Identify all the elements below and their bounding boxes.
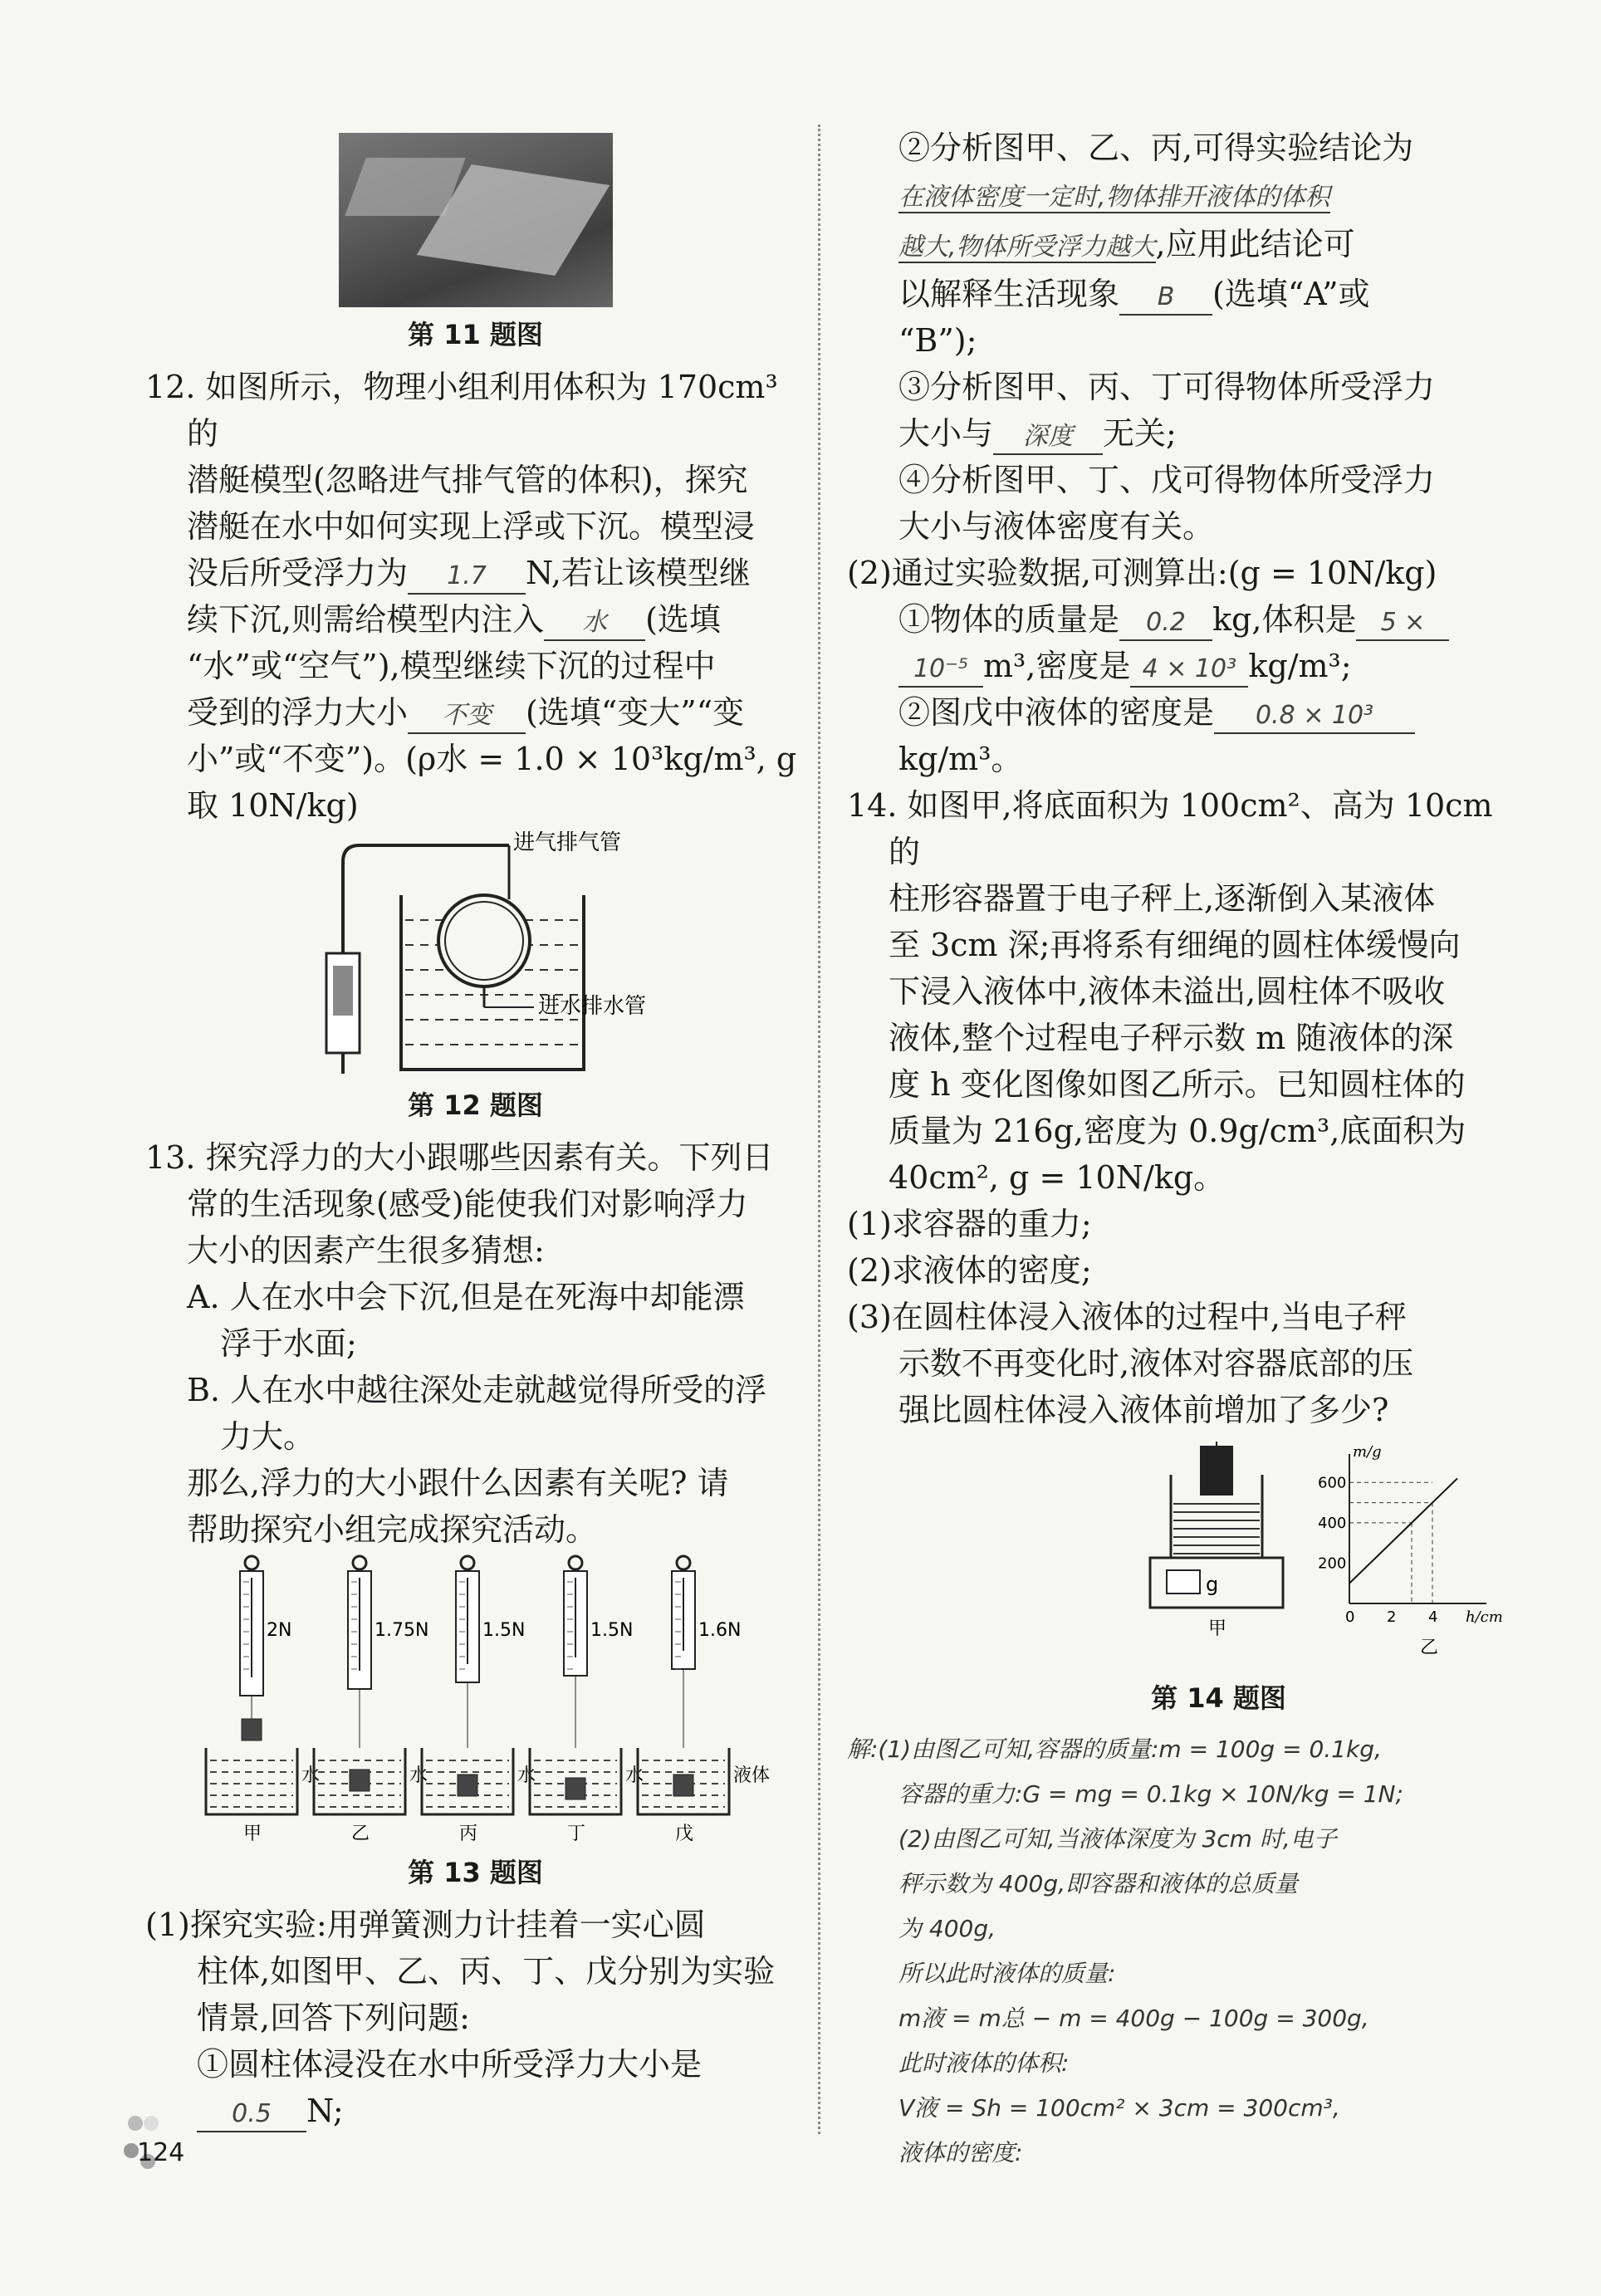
q12-text: (选填 bbox=[645, 601, 721, 638]
aircraft-carrier-photo bbox=[339, 133, 613, 307]
q13-option-a: 浮于水面; bbox=[220, 1325, 357, 1362]
q13-answer-depth: 深度 bbox=[993, 420, 1103, 455]
q12-line: 潜艇在水中如何实现上浮或下沉。模型浸 bbox=[187, 508, 756, 545]
q13-s1: ①圆柱体浸没在水中所受浮力大小是 bbox=[197, 2046, 703, 2083]
q14-sub: (2)求液体的密度; bbox=[847, 1252, 1092, 1289]
q13-text: 以解释生活现象 bbox=[898, 276, 1120, 312]
q12-text: N,若让该模型继 bbox=[526, 555, 751, 591]
liquid-lines bbox=[1173, 1504, 1260, 1554]
q12-text: (选填“变大”“变 bbox=[526, 694, 745, 731]
scale-unit: g bbox=[1206, 1573, 1219, 1596]
solution-line: 所以此时液体的质量: bbox=[898, 1960, 1116, 1987]
q13-s4: 大小与液体密度有关。 bbox=[898, 508, 1215, 545]
q14-line: 40cm², g = 10N/kg。 bbox=[889, 1159, 1226, 1196]
q13-text: (选填“A”或 bbox=[1212, 276, 1370, 312]
q13-part1: 情景,回答下列问题: bbox=[197, 2000, 470, 2036]
scale-reading: 1.75N bbox=[374, 1620, 428, 1641]
q13-s4: ④分析图甲、丁、戊可得物体所受浮力 bbox=[898, 462, 1436, 498]
q13-answer-volume: 5 × bbox=[1356, 606, 1449, 641]
label-water-tube: 进水排水管 bbox=[537, 994, 646, 1019]
cylinder-block bbox=[673, 1775, 693, 1796]
q13-line: 常的生活现象(感受)能使我们对影响浮力 bbox=[187, 1186, 748, 1222]
q13-volume-line bbox=[847, 643, 1515, 689]
fig11-caption: 第 11 题图 bbox=[408, 319, 543, 350]
beaker bbox=[206, 1748, 297, 1814]
q13-option-a: A. 人在水中会下沉,但是在死海中却能漂 bbox=[187, 1279, 745, 1315]
q13-text: kg/m³; bbox=[1248, 648, 1352, 684]
scale-reading: 2N bbox=[266, 1620, 291, 1641]
q12-line: 潜艇模型(忽略进气排气管的体积)，探究 bbox=[187, 462, 748, 498]
cylinder-block bbox=[458, 1775, 477, 1796]
q12-line: 取 10N/kg) bbox=[187, 787, 359, 824]
q12-line bbox=[145, 596, 805, 643]
q12-answer-buoyancy: 1.7 bbox=[408, 560, 526, 595]
q14-line: 柱形容器置于电子秤上,逐渐倒入某液体 bbox=[889, 880, 1436, 917]
q13-line: 帮助探究小组完成探究活动。 bbox=[187, 1511, 598, 1548]
solution-line: V液 = Sh = 100cm² × 3cm = 300cm³, bbox=[898, 2094, 1340, 2122]
q13-answer-phenomenon: B bbox=[1119, 281, 1212, 316]
setup-label: 甲 bbox=[242, 1824, 262, 1844]
solution-line: 容器的重力:G = mg = 0.1kg × 10N/kg = 1N; bbox=[898, 1780, 1403, 1808]
y-tick-label: 600 bbox=[1318, 1474, 1347, 1492]
q13-text: kg,体积是 bbox=[1212, 601, 1357, 638]
cylinder-block bbox=[565, 1778, 585, 1799]
q13-s3: ③分析图甲、丙、丁可得物体所受浮力 bbox=[898, 369, 1436, 405]
left-column bbox=[145, 125, 805, 2134]
scale-ring bbox=[677, 1556, 690, 1569]
scale-ring bbox=[461, 1556, 474, 1569]
q13-unit: N; bbox=[306, 2093, 344, 2129]
scale-reading: 1.5N bbox=[590, 1620, 633, 1641]
solution-line: m液 = m总 − m = 400g − 100g = 300g, bbox=[898, 2005, 1369, 2032]
cylinder bbox=[1200, 1446, 1233, 1496]
q13-text: 无关; bbox=[1103, 415, 1177, 452]
q12-line: 小”或“不变”)。(ρ水 = 1.0 × 10³kg/m³, g bbox=[187, 741, 797, 777]
q14-sub: (3)在圆柱体浸入液体的过程中,当电子秤 bbox=[847, 1299, 1407, 1335]
cylinder-block bbox=[350, 1770, 370, 1791]
q12-line bbox=[145, 689, 805, 736]
q14-sub: (1)求容器的重力; bbox=[847, 1206, 1092, 1242]
liquid-label: 液体 bbox=[732, 1765, 770, 1786]
q14-line: 质量为 216g,密度为 0.9g/cm³,底面积为 bbox=[889, 1113, 1466, 1149]
mass-depth-chart bbox=[1312, 1442, 1511, 1657]
submarine-model-diagram bbox=[260, 829, 692, 1078]
scale-ring bbox=[353, 1556, 366, 1569]
container-on-scale-diagram bbox=[1138, 1442, 1337, 1639]
liquid-label: 水 bbox=[624, 1765, 644, 1786]
setup-label: 丙 bbox=[458, 1824, 477, 1844]
q13-s2-b bbox=[847, 271, 1515, 317]
cylinder-block bbox=[242, 1719, 262, 1740]
x-axis-label: h/cm bbox=[1466, 1608, 1503, 1626]
q13-option-b: 力大。 bbox=[220, 1418, 316, 1455]
q12-answer-fill: 水 bbox=[544, 606, 645, 641]
q14-line: 至 3cm 深;再将系有细绳的圆柱体缓慢向 bbox=[889, 927, 1461, 963]
q12-line: 12. 如图所示，物理小组利用体积为 170cm³ 的 bbox=[145, 369, 778, 452]
submarine-sphere bbox=[438, 895, 530, 986]
q13-text: m³,密度是 bbox=[983, 648, 1131, 684]
solution-line: (2)由图乙可知,当液体深度为 3cm 时,电子 bbox=[898, 1825, 1337, 1853]
q13-unit-line: kg/m³。 bbox=[898, 741, 1023, 777]
q12-answer-change: 不变 bbox=[408, 699, 526, 734]
q13-s3 bbox=[847, 410, 1515, 457]
q12-text: 受到的浮力大小 bbox=[187, 694, 409, 731]
solution-line: 液体的密度: bbox=[898, 2139, 1023, 2166]
q12-line: “水”或“空气”),模型继续下沉的过程中 bbox=[187, 648, 716, 684]
q13-text: 大小与 bbox=[898, 415, 994, 452]
q13-text: ②图戊中液体的密度是 bbox=[898, 694, 1215, 731]
q14-line: 液体,整个过程电子秤示数 m 随液体的深 bbox=[889, 1020, 1454, 1056]
q13-s2: ②分析图甲、乙、丙,可得实验结论为 bbox=[898, 130, 1414, 166]
label-air-tube: 进气排气管 bbox=[512, 830, 621, 855]
setup-label: 戊 bbox=[674, 1824, 693, 1844]
q13-line: 13. 探究浮力的大小跟哪些因素有关。下列日 bbox=[145, 1139, 774, 1176]
y-tick-label: 200 bbox=[1318, 1554, 1347, 1573]
fig13-caption: 第 13 题图 bbox=[408, 1857, 543, 1888]
q13-mass-line bbox=[847, 596, 1515, 643]
syringe-fill bbox=[333, 966, 353, 1016]
q13-text: ,应用此结论可 bbox=[1155, 226, 1355, 262]
spring-scale-setup bbox=[210, 1553, 644, 1844]
q14-line: 14. 如图甲,将底面积为 100cm²、高为 10cm 的 bbox=[847, 787, 1493, 870]
liquid-label: 水 bbox=[517, 1765, 536, 1786]
liquid-label: 水 bbox=[301, 1765, 320, 1786]
q13-s2-c: “B”); bbox=[898, 322, 977, 359]
q13-answer-conclusion: 越大,物体所受浮力越大 bbox=[898, 233, 1156, 262]
page-number: 124 bbox=[137, 2138, 185, 2167]
q14-sub: 示数不再变化时,液体对容器底部的压 bbox=[898, 1345, 1414, 1382]
y-axis-label: m/g bbox=[1353, 1443, 1382, 1461]
q13-liquid-density-line bbox=[847, 689, 1515, 736]
q13-part2: (2)通过实验数据,可测算出:(g = 10N/kg) bbox=[847, 555, 1437, 591]
q12-text: 续下沉,则需给模型内注入 bbox=[187, 601, 545, 638]
q14-line: 度 h 变化图像如图乙所示。已知圆柱体的 bbox=[889, 1066, 1466, 1103]
q13-answer-conclusion: 在液体密度一定时,物体排开液体的体积 bbox=[898, 183, 1330, 212]
solution-line: 解:(1)由图乙可知,容器的质量:m = 100g = 0.1kg, bbox=[847, 1735, 1382, 1763]
q12-line bbox=[145, 550, 805, 596]
q13-option-b: B. 人在水中越往深处走就越觉得所受的浮 bbox=[187, 1372, 767, 1408]
fig14 bbox=[847, 1442, 1515, 1682]
scale-reading: 1.5N bbox=[482, 1620, 525, 1641]
q13-line: 那么,浮力的大小跟什么因素有关呢? 请 bbox=[187, 1465, 729, 1501]
spring-scale-experiment-diagram bbox=[210, 1553, 770, 1852]
solution-line: 秤示数为 400g,即容器和液体的总质量 bbox=[898, 1870, 1299, 1897]
y-tick-label: 400 bbox=[1318, 1514, 1347, 1532]
solution-line: 为 400g, bbox=[898, 1915, 996, 1942]
x-tick-label: 2 bbox=[1387, 1608, 1397, 1626]
scale-ring bbox=[245, 1556, 258, 1569]
x-tick-label: 4 bbox=[1428, 1608, 1438, 1626]
scale-ring bbox=[569, 1556, 582, 1569]
q13-s2-answer bbox=[847, 171, 1515, 221]
liquid-label: 水 bbox=[409, 1765, 428, 1786]
q14-line: 下浸入液体中,液体未溢出,圆柱体不吸收 bbox=[889, 973, 1446, 1010]
x-tick-label: 0 bbox=[1345, 1608, 1355, 1626]
q12-text: 没后所受浮力为 bbox=[187, 555, 409, 591]
setup-label: 乙 bbox=[350, 1824, 370, 1844]
q13-text: ①物体的质量是 bbox=[898, 601, 1120, 638]
column-divider bbox=[818, 125, 820, 2134]
q13-line: 大小的因素产生很多猜想: bbox=[187, 1232, 545, 1269]
q13-answer-density: 4 × 10³ bbox=[1130, 653, 1248, 688]
q13-answer-mass: 0.2 bbox=[1119, 606, 1212, 641]
spring-scale-setup bbox=[210, 1553, 770, 1844]
q13-s2-answer bbox=[847, 221, 1515, 271]
fig14-caption: 第 14 题图 bbox=[1151, 1682, 1286, 1714]
fig12-caption: 第 12 题图 bbox=[408, 1089, 543, 1121]
q13-part1: 柱体,如图甲、乙、丙、丁、戊分别为实验 bbox=[197, 1953, 776, 1990]
setup-label: 丁 bbox=[566, 1824, 585, 1844]
fig-label-jia: 甲 bbox=[1208, 1618, 1227, 1639]
q13-answer-buoyancy: 0.5 bbox=[197, 2098, 306, 2132]
right-column bbox=[847, 125, 1515, 2176]
q13-answer-volume: 10⁻⁵ bbox=[898, 653, 983, 688]
fig-label-yi: 乙 bbox=[1420, 1638, 1439, 1658]
q13-s1-answer-line bbox=[145, 2088, 805, 2134]
q13-answer-liquid-density: 0.8 × 10³ bbox=[1214, 699, 1415, 734]
spring-scale-setup bbox=[206, 1553, 320, 1844]
q14-sub: 强比圆柱体浸入液体前增加了多少? bbox=[898, 1392, 1389, 1428]
solution-line: 此时液体的体积: bbox=[898, 2049, 1070, 2077]
q13-part1: (1)探究实验:用弹簧测力计挂着一实心圆 bbox=[145, 1907, 706, 1943]
series-line bbox=[1349, 1478, 1457, 1583]
scale-reading: 1.6N bbox=[698, 1620, 741, 1641]
